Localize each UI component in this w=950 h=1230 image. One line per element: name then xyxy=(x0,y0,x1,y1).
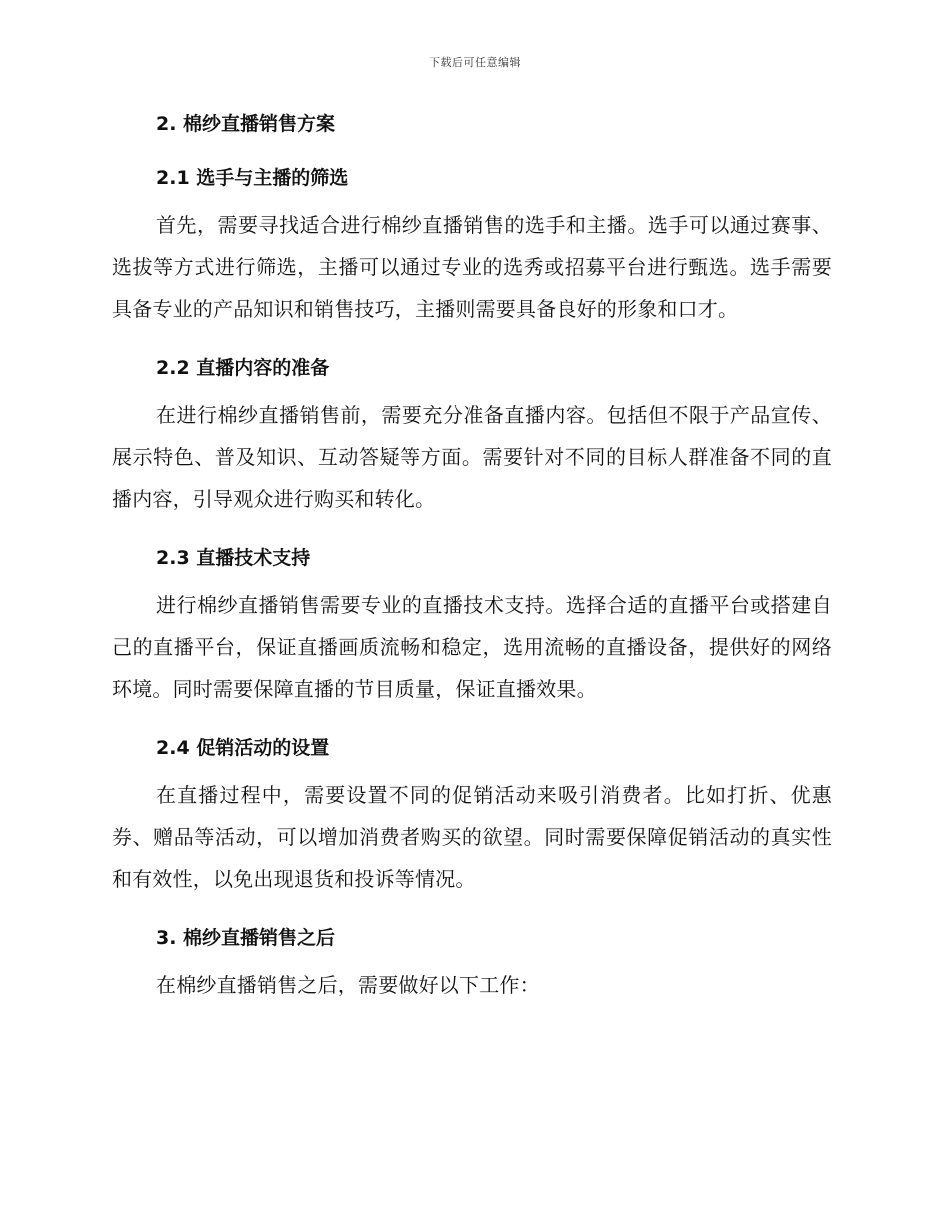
section-paragraph: 首先，需要寻找适合进行棉纱直播销售的选手和主播。选手可以通过赛事、选拔等方式进行筛选，主播可以通过专业的选秀或招募平台进行甄选。选手需要具备专业的产品知识和销售技巧，主播则需要具备良好的形象和口才。 xyxy=(112,213,832,321)
section-paragraph: 在进行棉纱直播销售前，需要充分准备直播内容。包括但不限于产品宣传、展示特色、普及知识、互动答疑等方面。需要针对不同的目标人群准备不同的直播内容，引导观众进行购买和转化。 xyxy=(112,403,832,511)
section-heading: 2.3 直播技术支持 xyxy=(156,547,311,569)
section-heading: 2. 棉纱直播销售方案 xyxy=(156,113,336,135)
document-body xyxy=(112,108,832,1006)
section-heading: 3. 棉纱直播销售之后 xyxy=(156,927,336,949)
section-heading: 2.4 促销活动的设置 xyxy=(156,737,330,759)
section-paragraph: 在直播过程中，需要设置不同的促销活动来吸引消费者。比如打折、优惠券、赠品等活动，可以增加消费者购买的欲望。同时需要保障促销活动的真实性和有效性，以免出现退货和投诉等情况。 xyxy=(112,783,832,891)
page-header-note: 下载后可任意编辑 xyxy=(429,56,521,69)
section-heading: 2.1 选手与主播的筛选 xyxy=(156,167,349,189)
section-paragraph: 进行棉纱直播销售需要专业的直播技术支持。选择合适的直播平台或搭建自己的直播平台，保证直播画质流畅和稳定，选用流畅的直播设备，提供好的网络环境。同时需要保障直播的节目质量，保证直播效果。 xyxy=(112,593,832,701)
section-paragraph: 在棉纱直播销售之后，需要做好以下工作： xyxy=(156,973,540,997)
section-heading: 2.2 直播内容的准备 xyxy=(156,357,330,379)
